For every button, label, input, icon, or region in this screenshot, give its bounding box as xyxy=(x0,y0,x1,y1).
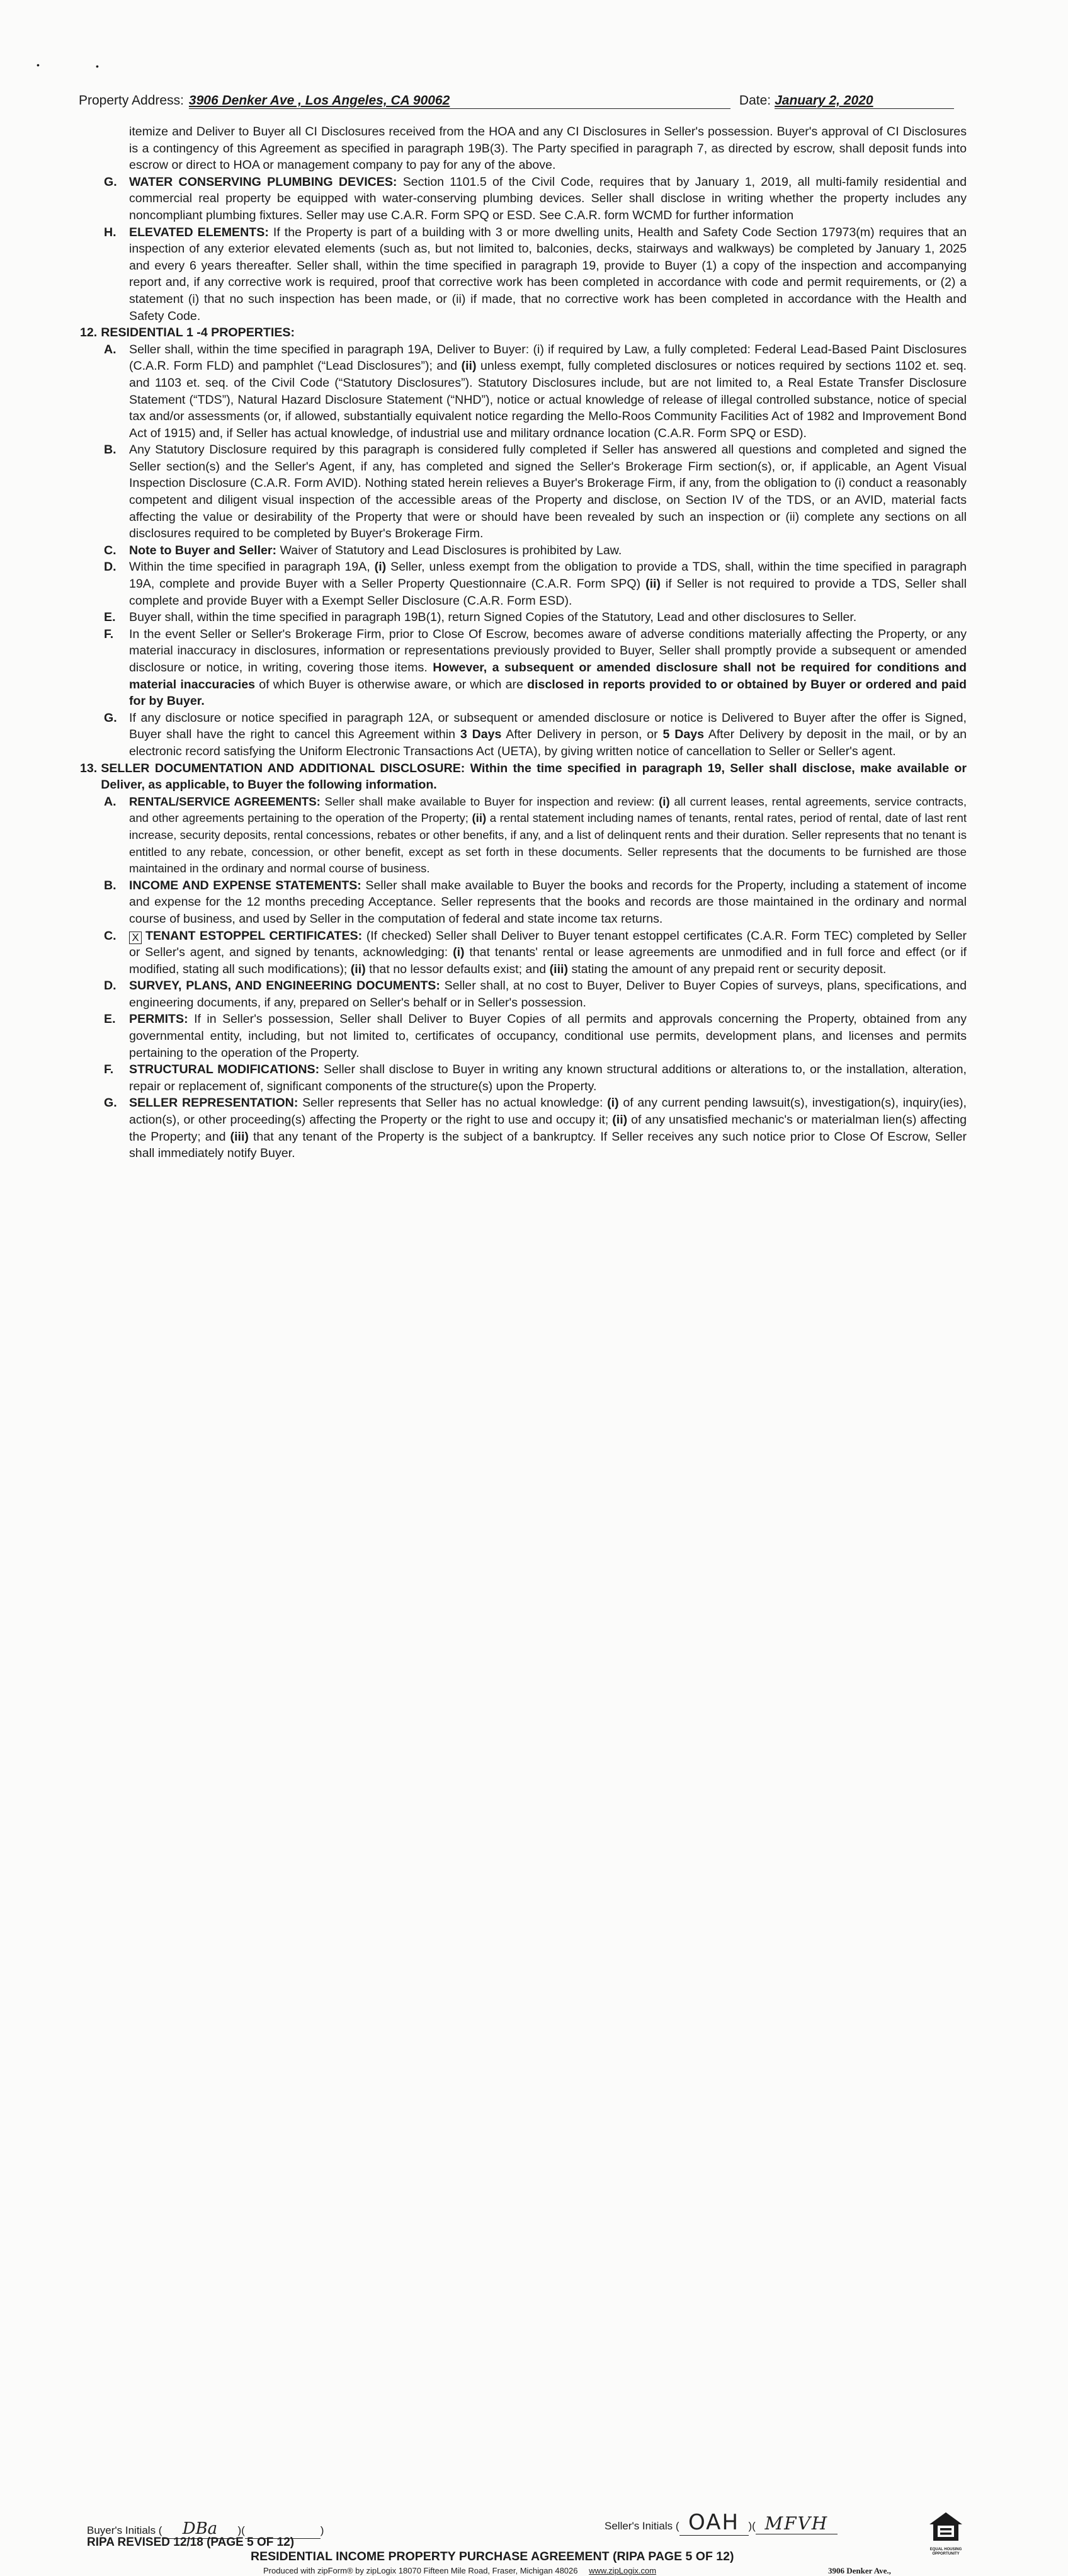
address-value: 3906 Denker Ave , Los Angeles, CA 90062 xyxy=(189,93,730,109)
paragraph-13a: A. RENTAL/SERVICE AGREEMENTS: Seller shall make available to Buyer for inspection and review: (i) all current leases, rental agreements, service contracts, and other agreements pertaining to the operation of the Property; (ii) a rental statement including names of tenants, rental rates, period of rental, date of last rent increase, security deposits, rental concessions, rebates or other benefits, if any, and a list of delinquent rents and their duration. Seller represents that no tenant is entitled to any rebate, concession, or other benefit, except as set forth in these documents. Seller represents that the documents to be furnished are those maintained in the ordinary and normal course of business. xyxy=(104,794,967,875)
equal-housing-logo xyxy=(926,2510,966,2556)
paragraph-13d: D. SURVEY, PLANS, AND ENGINEERING DOCUMENTS: Seller shall, at no cost to Buyer, Deliver to Buyer Copies of surveys, plans, specifications, and engineering documents, if any, prepared on Seller's behalf or in Seller's possession. xyxy=(104,979,967,1010)
paragraph-12f: F. In the event Seller or Seller's Brokerage Firm, prior to Close Of Escrow, becomes aware of adverse conditions materially affecting the Property, or any material inaccuracy in disclosures, information or representations previously provided to Buyer, Seller shall promptly provide a subsequent or amended disclosure or notice, in writing, covering those items. However, a subsequent or amended disclosure shall not be required for conditions and material inaccuracies of which Buyer is otherwise aware, or which are disclosed in reports provided to or obtained by Buyer or ordered and paid for by Buyer. xyxy=(104,627,967,709)
buyer-initials: Buyer's Initials ( DBa )( ) xyxy=(87,2519,324,2538)
paragraph-11h: H. ELEVATED ELEMENTS: If the Property is part of a building with 3 or more dwelling units, Health and Safety Code Section 17973(m) requires that an inspection of any exterior elevated elements (such as, but not limited to, balconies, decks, stairways and walkways) be completed by January 1, 2025 and every 6 years thereafter. Seller shall, within the time specified in paragraph 19, provide to Buyer (1) a copy of the inspection and accompanying report and, if any corrective work is required, proof that corrective work has been completed in accordance with code and permit requirements, or (2) a statement (i) that no such inspection has been made, or (ii) if made, that no corrective work has been completed in accordance with the Health and Safety Code. xyxy=(104,225,967,323)
paragraph-13f: F. STRUCTURAL MODIFICATIONS: Seller shall disclose to Buyer in writing any known structural additions or alterations to, or the installation, alteration, repair or replacement of, significant components of the structure(s) upon the Property. xyxy=(104,1063,967,1093)
paragraph-13b: B. INCOME AND EXPENSE STATEMENTS: Seller shall make available to Buyer the books and records for the Property, including a statement of income and expense for the 12 months preceding Acceptance. Seller represents that the books and records are those maintained in the ordinary and normal course of business, and used by Seller in the computation of federal and state income tax returns. xyxy=(104,878,967,926)
tenant-estoppel-checkbox[interactable]: X xyxy=(129,932,142,944)
paragraph-13c: C. X TENANT ESTOPPEL CERTIFICATES: (If checked) Seller shall Deliver to Buyer tenant estoppel certificates (C.A.R. Form TEC) completed by Seller or Seller's agent, and signed by tenants, acknowledging: (i) that tenants' rental or lease agreements are unmodified and in full force and effect (or if modified, stating all such modifications); (ii) that no lessor defaults exist; and (iii) stating the amount of any prepaid rent or security deposit. xyxy=(104,928,967,976)
paragraph-12d: D. Within the time specified in paragraph 19A, (i) Seller, unless exempt from the obligation to provide a TDS, shall, within the time specified in paragraph 19A, complete and provide Buyer with a Seller Property Questionnaire (C.A.R. Form SPQ) (ii) if Seller is not required to provide a TDS, Seller shall complete and provide Buyer with a Exempt Seller Disclosure (C.A.R. Form ESD). xyxy=(104,560,967,608)
date-label: Date: xyxy=(739,93,771,108)
scan-speck: • xyxy=(96,61,99,71)
buyer-initials-field-1[interactable]: DBa xyxy=(162,2519,237,2539)
address-label: Property Address: xyxy=(79,93,184,108)
paragraph-title: WATER CONSERVING PLUMBING DEVICES: xyxy=(129,174,397,189)
intro-continuation: itemize and Deliver to Buyer all CI Disclosures received from the HOA and any CI Disclosures in Seller's possession. Buyer's approval of CI Disclosures is a contingency of this Agreement as specified in paragraph 19B(3). The Party specified in paragraph 7, as directed by escrow, shall deposit funds into escrow or direct to HOA or management company to pay for any of the above. xyxy=(129,125,967,173)
section-12-heading: 12. RESIDENTIAL 1 -4 PROPERTIES: xyxy=(80,326,295,340)
eho-caption: EQUAL HOUSING OPPORTUNITY xyxy=(929,2548,962,2556)
file-name: 3906 Denker Ave., xyxy=(828,2566,891,2575)
paragraph-12a: A. Seller shall, within the time specified in paragraph 19A, Deliver to Buyer: (i) if required by Law, a fully completed: Federal Lead-Based Paint Disclosures (C.A.R. Form FLD) and pamphlet (“Lead Disclosures”); and (ii) unless exempt, fully completed disclosures or notices required by sections 1102 et. seq. and 1103 et. seq. of the Civil Code (“Statutory Disclosures”). Statutory Disclosures include, but are not limited to, a Real Estate Transfer Disclosure Statement (“TDS”), Natural Hazard Disclosure Statement (“NHD”), notice or actual knowledge of release of illegal controlled substance, notice of special tax and/or assessments (or, if allowed, substantially equivalent notice regarding the Mello-Roos Community Facilities Act of 1982 and Improvement Bond Act of 1915) and, if Seller has actual knowledge, of industrial use and military ordnance location (C.A.R. Form SPQ or ESD). xyxy=(104,342,967,440)
date-value: January 2, 2020 xyxy=(775,93,954,109)
equal-housing-icon xyxy=(927,2510,965,2543)
seller-initials: Seller's Initials ( OAH )( MFVH xyxy=(605,2510,838,2536)
paragraph-11g: G. WATER CONSERVING PLUMBING DEVICES: Section 1101.5 of the Civil Code, requires that by January 1, 2019, all multi-family residential and commercial real property be equipped with water-conserving plumbing devices. Seller shall disclose in writing whether the property includes any noncompliant plumbing fixtures. Seller may use C.A.R. Form SPQ or ESD. See C.A.R. form WCMD for further information xyxy=(104,174,967,222)
produced-by: Produced with zipForm® by zipLogix 18070 Fifteen Mile Road, Fraser, Michigan 48026 www.zipLogix.com xyxy=(263,2566,657,2575)
page-footer xyxy=(0,1253,1068,2575)
paragraph-12c: C. Note to Buyer and Seller: Waiver of Statutory and Lead Disclosures is prohibited by Law. xyxy=(104,543,622,557)
paragraph-title: ELEVATED ELEMENTS: xyxy=(129,225,269,239)
paragraph-12b: B. Any Statutory Disclosure required by this paragraph is considered fully completed if Seller has answered all questions and completed and signed the Seller section(s) and the Seller's Agent, if any, has completed and signed the Seller's Brokerage Firm section(s), or, if applicable, an Agent Visual Inspection Disclosure (C.A.R. Form AVID). Nothing stated herein relieves a Buyer's Brokerage Firm, if any, from the obligation to (i) conduct a reasonably competent and diligent visual inspection of the accessible areas of the Property and disclose, on Section IV of the TDS, or an AVID, material facts affecting the value or desirability of the Property that were or should have been revealed by such an inspection or (ii) complete any sections on all disclosures required to be completed by Buyer's Brokerage Firm. xyxy=(104,443,967,541)
seller-initials-field-2[interactable]: MFVH xyxy=(756,2513,838,2534)
ripa-revision: RIPA REVISED 12/18 (PAGE 5 OF 12) xyxy=(87,2536,295,2549)
seller-initials-field-1[interactable]: OAH xyxy=(679,2510,749,2536)
section-13-heading: 13. SELLER DOCUMENTATION AND ADDITIONAL DISCLOSURE: Within the time specified in paragraph 19, Seller shall disclose, make available or Deliver, as applicable, to Buyer the following information. xyxy=(80,761,967,792)
paragraph-13g: G. SELLER REPRESENTATION: Seller represents that Seller has no actual knowledge: (i) of any current pending lawsuit(s), investigation(s), inquiry(ies), action(s), or other proceeding(s) affecting the Property or the right to use and occupy it; (ii) of any unsatisfied mechanic's or materialman lien(s) affecting the Property; and (iii) that any tenant of the Property is the subject of a bankruptcy. If Seller receives any such notice prior to Close Of Escrow, Seller shall immediately notify Buyer. xyxy=(104,1096,967,1161)
paragraph-13e: E. PERMITS: If in Seller's possession, Seller shall Deliver to Buyer Copies of all permits and approvals concerning the Property, obtained from any governmental entity, including, but not limited to, certificates of occupancy, conditional use permits, development plans, and licenses and permits pertaining to the operation of the Property. xyxy=(104,1012,967,1060)
ziplogix-link[interactable]: www.zipLogix.com xyxy=(589,2566,657,2575)
paragraph-12e: E. Buyer shall, within the time specified in paragraph 19B(1), return Signed Copies of the Statutory, Lead and other disclosures to Seller. xyxy=(104,610,857,625)
paragraph-12g: G. If any disclosure or notice specified in paragraph 12A, or subsequent or amended disclosure or notice is Delivered to Buyer after the offer is Signed, Buyer shall have the right to cancel this Agreement within 3 Days After Delivery in person, or 5 Days After Delivery by deposit in the mail, or by an electronic record satisfying the Uniform Electronic Transactions Act (UETA), by giving written notice of cancellation to Seller or Seller's agent. xyxy=(104,710,967,758)
scan-speck: • xyxy=(37,60,40,70)
property-header xyxy=(79,93,960,109)
ripa-title: RESIDENTIAL INCOME PROPERTY PURCHASE AGREEMENT (RIPA PAGE 5 OF 12) xyxy=(251,2550,734,2563)
document-body xyxy=(80,123,967,1162)
